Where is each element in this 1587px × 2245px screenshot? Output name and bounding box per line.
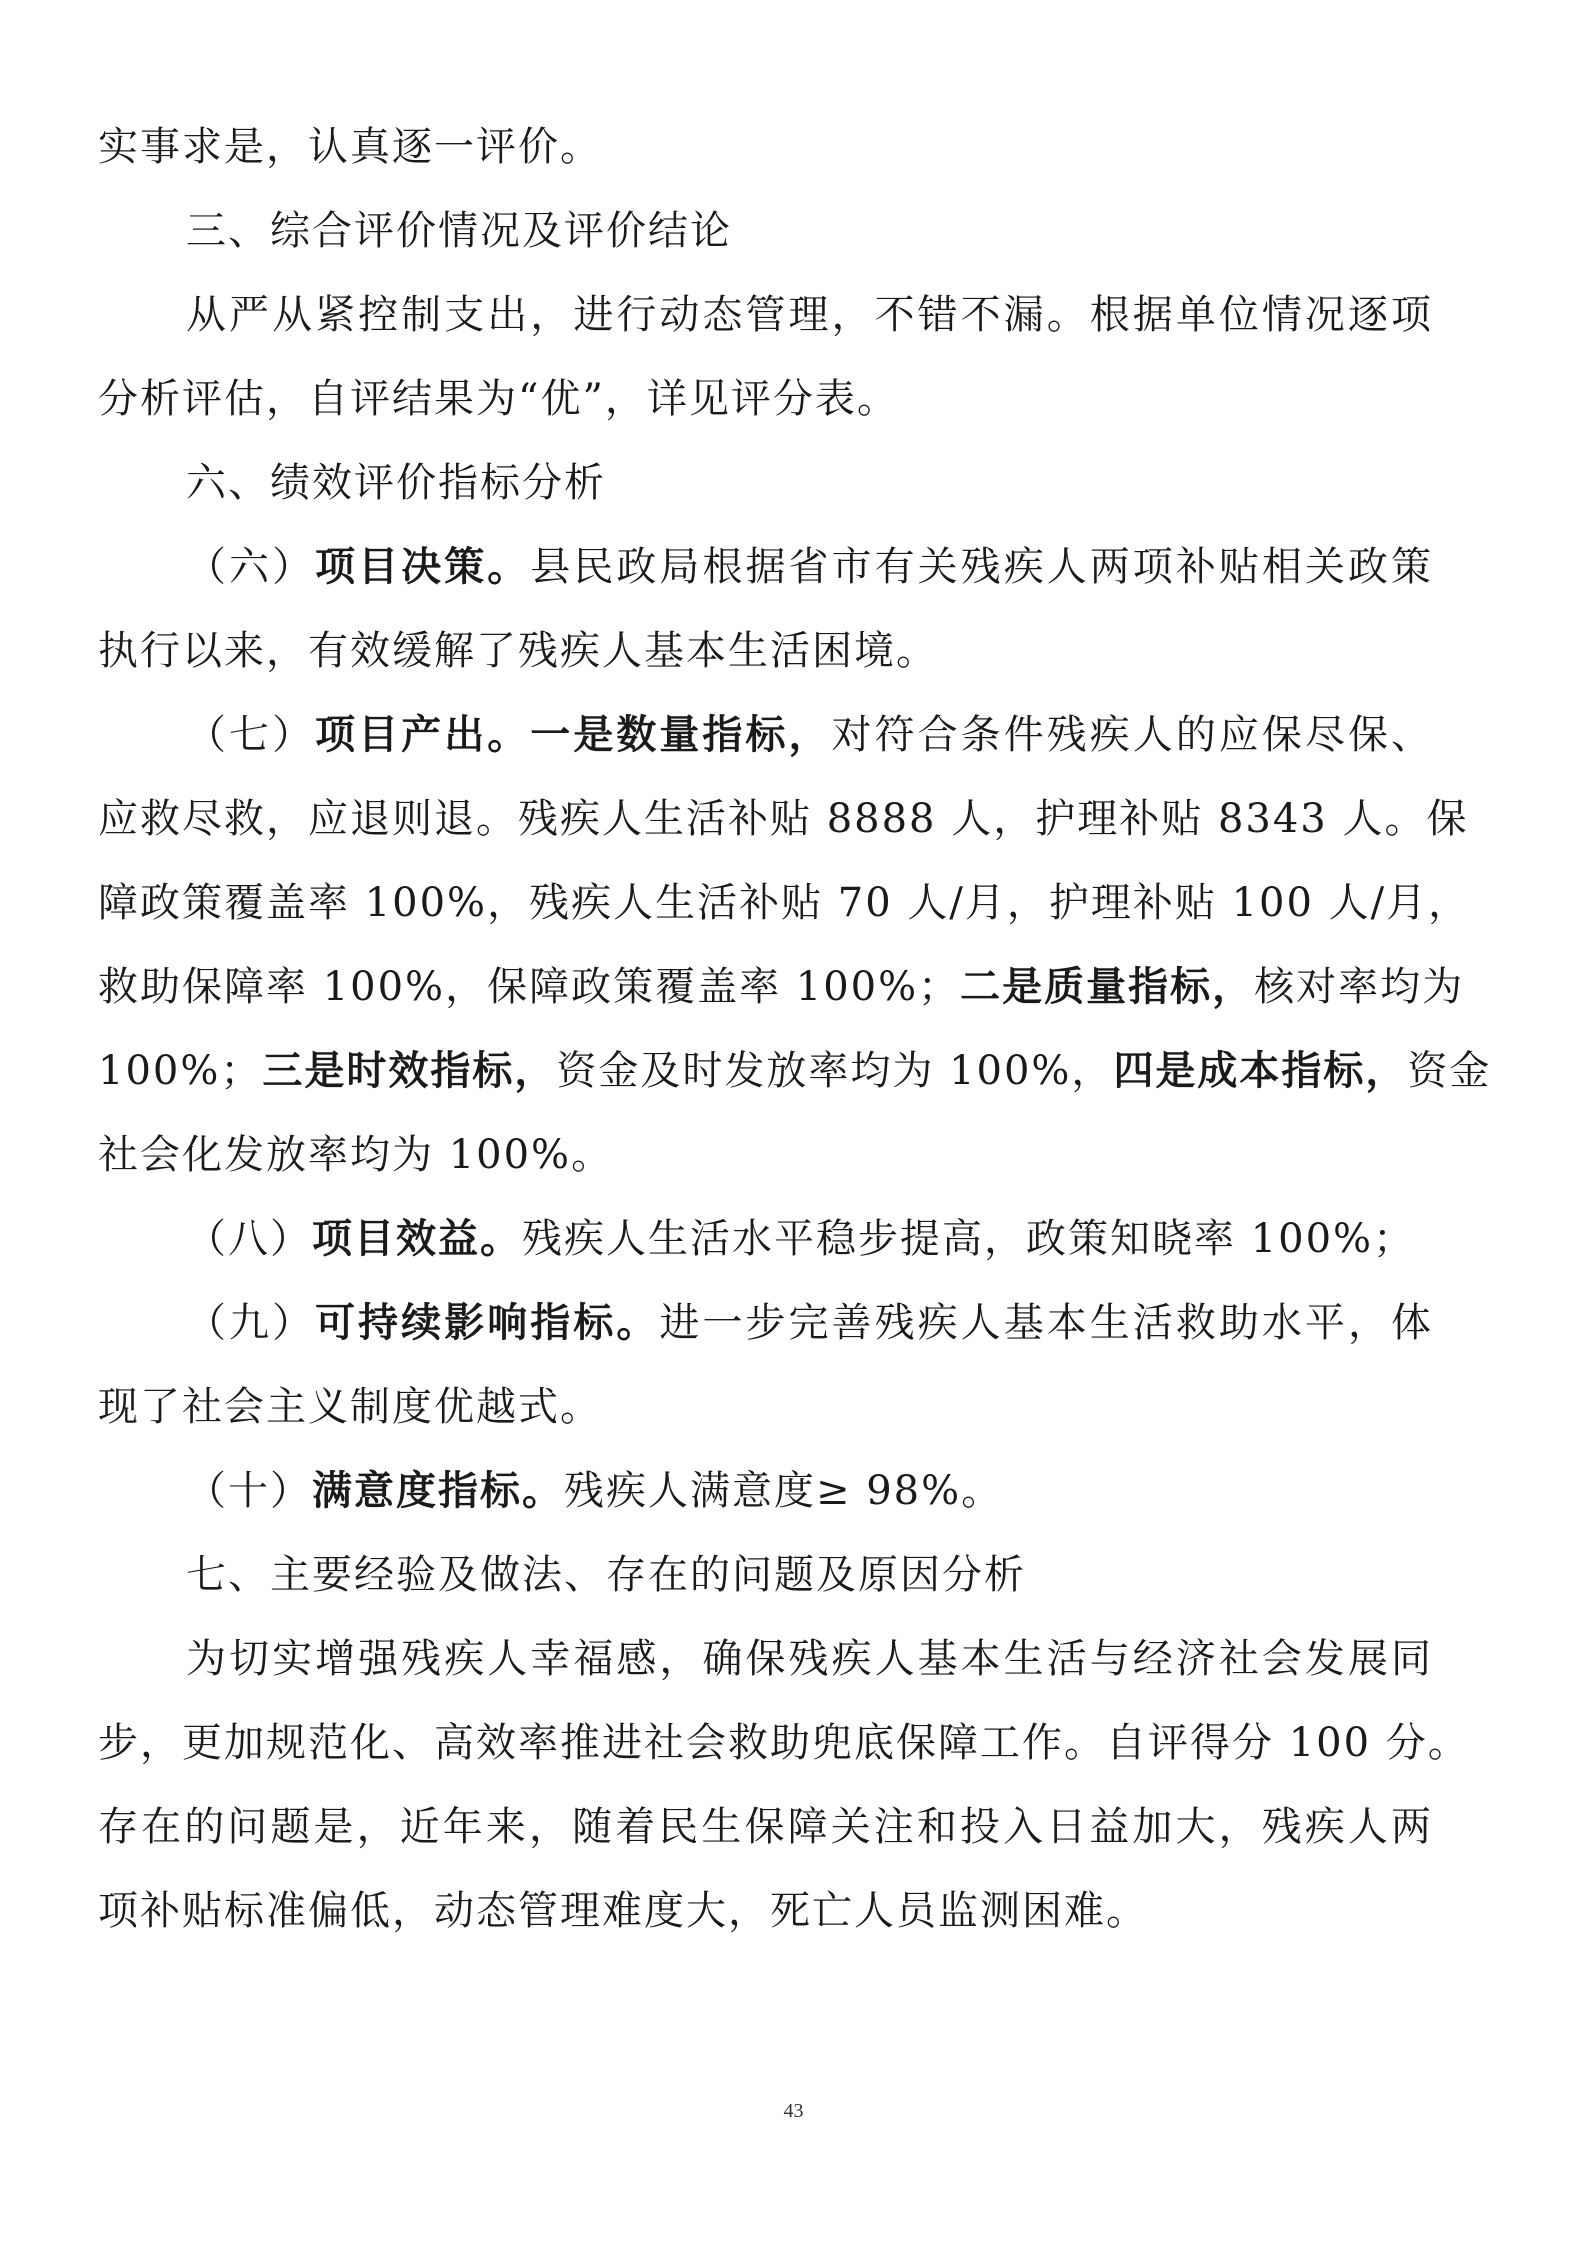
text-span: 救助保障率 100%，保障政策覆盖率 100%； xyxy=(98,964,961,1010)
text-line xyxy=(98,945,1465,1029)
text-span: （六） xyxy=(186,544,316,590)
text-span: 应救尽救，应退则退。残疾人生活补贴 8888 人，护理补贴 8343 人。保 xyxy=(98,796,1469,842)
text-span: 进一步完善残疾人基本生活救助水平，体 xyxy=(659,1300,1434,1346)
body-text xyxy=(98,105,1492,1953)
text-line xyxy=(98,441,1433,525)
bold-phrase: 二是质量指标， xyxy=(960,963,1255,1010)
text-line xyxy=(98,1365,1433,1449)
text-span: 现了社会主义制度优越式。 xyxy=(98,1384,602,1430)
text-line xyxy=(98,1701,1470,1785)
text-span: 社会化发放率均为 100%。 xyxy=(98,1132,614,1178)
text-line xyxy=(98,1785,1433,1869)
bold-phrase: 项目效益。 xyxy=(312,1215,522,1262)
text-line xyxy=(98,693,1433,777)
text-span: 六、绩效评价指标分析 xyxy=(186,460,606,506)
text-line xyxy=(98,1449,1433,1533)
text-line xyxy=(98,1281,1433,1365)
bold-phrase: 项目决策。 xyxy=(315,543,531,590)
text-span: 100%； xyxy=(98,1048,263,1094)
text-span: （十） xyxy=(186,1468,312,1514)
text-span: 存在的问题是，近年来，随着民生保障关注和投入日益加大，残疾人两 xyxy=(98,1804,1433,1850)
text-span: 步，更加规范化、高效率推进社会救助兜底保障工作。自评得分 100 分。 xyxy=(98,1720,1470,1766)
bold-phrase: 四是成本指标， xyxy=(1113,1047,1408,1094)
bold-phrase: 项目产出。一是数量指标， xyxy=(315,711,832,758)
text-span: （八） xyxy=(186,1216,312,1262)
text-span: （九） xyxy=(186,1300,316,1346)
text-line xyxy=(98,525,1433,609)
text-line xyxy=(98,1197,1433,1281)
page-number: 43 xyxy=(783,2100,804,2122)
text-span: 残疾人生活水平稳步提高，政策知晓率 100%； xyxy=(522,1216,1416,1262)
text-line xyxy=(98,1029,1492,1113)
text-span: 执行以来，有效缓解了残疾人基本生活困境。 xyxy=(98,628,938,674)
text-span: 七、主要经验及做法、存在的问题及原因分析 xyxy=(186,1552,1026,1598)
text-line xyxy=(98,861,1471,945)
text-line xyxy=(98,1113,1433,1197)
text-span: （七） xyxy=(186,712,316,758)
text-span: 实事求是，认真逐一评价。 xyxy=(98,124,602,170)
text-span: 从严从紧控制支出，进行动态管理，不错不漏。根据单位情况逐项 xyxy=(186,292,1433,338)
text-span: 三、综合评价情况及评价结论 xyxy=(186,208,732,254)
text-line xyxy=(98,1617,1433,1701)
text-span: 资金 xyxy=(1407,1048,1492,1094)
text-span: 对符合条件残疾人的应保尽保、 xyxy=(831,712,1434,758)
text-line xyxy=(98,1869,1433,1953)
text-line xyxy=(98,273,1433,357)
bold-phrase: 满意度指标。 xyxy=(312,1467,564,1514)
text-span: 核对率均为 xyxy=(1254,964,1465,1010)
text-line xyxy=(98,357,1433,441)
text-span: 残疾人满意度≥ 98%。 xyxy=(564,1468,1004,1514)
text-line xyxy=(98,609,1433,693)
bold-phrase: 可持续影响指标。 xyxy=(315,1299,660,1346)
text-span: 为切实增强残疾人幸福感，确保残疾人基本生活与经济社会发展同 xyxy=(186,1636,1433,1682)
bold-phrase: 三是时效指标， xyxy=(262,1047,557,1094)
text-span: 县民政局根据省市有关残疾人两项补贴相关政策 xyxy=(530,544,1434,590)
text-line xyxy=(98,777,1469,861)
text-span: 项补贴标准偏低，动态管理难度大，死亡人员监测困难。 xyxy=(98,1888,1148,1934)
text-span: 资金及时发放率均为 100%， xyxy=(556,1048,1114,1094)
text-line xyxy=(98,189,1433,273)
text-line xyxy=(98,1533,1433,1617)
text-line xyxy=(98,105,1433,189)
text-span: 分析评估，自评结果为“优”，详见评分表。 xyxy=(98,376,899,422)
text-span: 障政策覆盖率 100%，残疾人生活补贴 70 人/月，护理补贴 100 人/月， xyxy=(98,880,1471,926)
